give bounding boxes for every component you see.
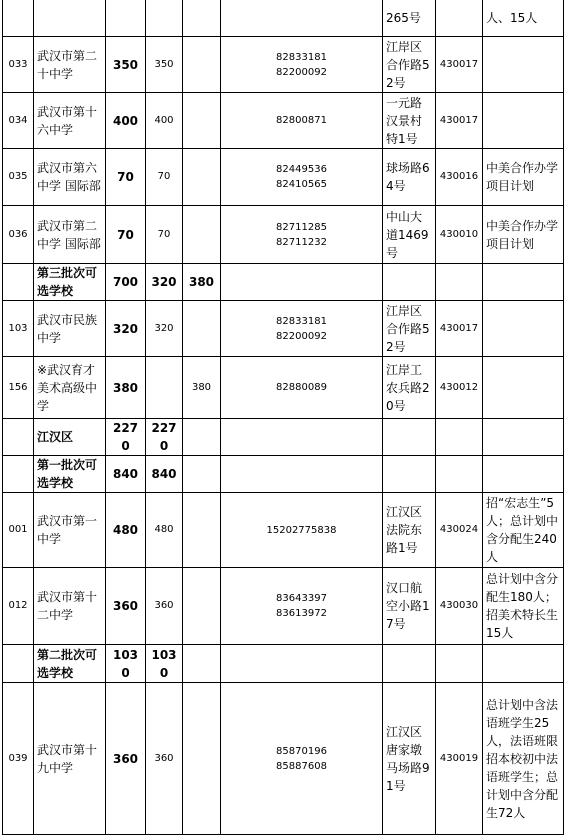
cell-plan-batch-a: 1030 [146,645,183,683]
phone-number: 82449536 [276,164,327,175]
batch-subtotal-row [3,645,564,683]
cell-school-name: 武汉市第二十中学 [34,37,106,93]
cell-plan-batch-a [146,0,183,37]
cell-plan-batch-a: 480 [146,493,183,568]
cell-code: 001 [3,493,34,568]
cell-postcode [436,645,483,683]
cell-address: 一元路汉景村特1号 [383,93,436,149]
cell-phone [221,93,383,149]
cell-address: 江汉区法院东路1号 [383,493,436,568]
cell-plan-batch-b [183,301,221,357]
cell-plan-batch-a: 2270 [146,419,183,456]
table-row [3,37,564,93]
cell-note [483,456,564,493]
cell-note: 中美合作办学项目计划 [483,206,564,264]
cell-total-plan [106,0,146,37]
cell-code: 103 [3,301,34,357]
phone-number: 85870196 [276,745,327,757]
cell-postcode [436,0,483,37]
cell-total-plan: 700 [106,264,146,301]
cell-total-plan: 360 [106,683,146,835]
cell-plan-batch-b [183,0,221,37]
cell-total-plan: 70 [106,149,146,206]
table-row [3,93,564,149]
cell-note [483,37,564,93]
cell-postcode: 430017 [436,37,483,93]
cell-phone [221,37,383,93]
cell-total-plan: 360 [106,568,146,645]
table-row [3,357,564,419]
phone-number: 82711232 [276,236,327,248]
cell-school-name: 第二批次可选学校 [34,645,106,683]
phone-number: 82200092 [276,330,327,342]
cell-total-plan: 840 [106,456,146,493]
cell-total-plan: 70 [106,206,146,264]
cell-school-name: 武汉市第十九中学 [34,683,106,835]
cell-phone [221,357,383,419]
cell-phone [221,419,383,456]
cell-plan-batch-b [183,683,221,835]
cell-note: 人、15人 [483,0,564,37]
cell-address: 江岸区合作路52号 [383,37,436,93]
cell-phone [221,149,383,206]
cell-postcode: 430030 [436,568,483,645]
cell-postcode: 430012 [436,357,483,419]
phone-number: 83613972 [276,608,327,619]
cell-school-name: 武汉市第二中学 国际部 [34,206,106,264]
cell-phone [221,568,383,645]
cell-plan-batch-b [183,456,221,493]
table-body [3,0,564,835]
batch-subtotal-row [3,264,564,301]
cell-total-plan: 350 [106,37,146,93]
table-row [3,301,564,357]
cell-school-name: 武汉市第六中学 国际部 [34,149,106,206]
cell-postcode: 430010 [436,206,483,264]
cell-phone [221,456,383,493]
cell-plan-batch-b: 380 [183,264,221,301]
table-row [3,0,564,37]
cell-note [483,645,564,683]
cell-total-plan: 480 [106,493,146,568]
cell-postcode [436,264,483,301]
cell-plan-batch-a: 350 [146,37,183,93]
cell-phone [221,206,383,264]
cell-note: 总计划中含法语班学生25人，法语班限招本校初中法语班学生；总计划中含分配生72人 [483,683,564,835]
cell-phone [221,264,383,301]
cell-address [383,419,436,456]
phone-number: 82800871 [276,115,327,126]
cell-code [3,456,34,493]
cell-phone [221,301,383,357]
table-row [3,206,564,264]
cell-school-name: 江汉区 [34,419,106,456]
cell-plan-batch-a: 360 [146,568,183,645]
cell-school-name: 武汉市第十六中学 [34,93,106,149]
phone-number: 82880089 [276,382,327,393]
table-row [3,149,564,206]
cell-code [3,419,34,456]
cell-plan-batch-a [146,357,183,419]
cell-postcode: 430017 [436,301,483,357]
cell-total-plan: 400 [106,93,146,149]
cell-note: 招“宏志生”5人；总计划中含分配生240人 [483,493,564,568]
cell-plan-batch-a: 320 [146,264,183,301]
cell-code: 034 [3,93,34,149]
cell-school-name: 武汉市民族中学 [34,301,106,357]
table-row [3,493,564,568]
phone-number: 83643397 [276,593,327,604]
cell-school-name: 第三批次可选学校 [34,264,106,301]
cell-note: 总计划中含分配生180人；招美术特长生15人 [483,568,564,645]
cell-phone [221,683,383,835]
cell-code: 033 [3,37,34,93]
phone-number: 82833181 [276,315,327,327]
cell-note: 中美合作办学项目计划 [483,149,564,206]
table-row [3,683,564,835]
cell-postcode [436,419,483,456]
cell-code: 039 [3,683,34,835]
cell-address: 中山大道1469号 [383,206,436,264]
phone-number: 85887608 [276,760,327,772]
cell-plan-batch-a: 70 [146,149,183,206]
phone-number: 82833181 [276,51,327,63]
cell-address: 江岸区合作路52号 [383,301,436,357]
cell-plan-batch-b [183,493,221,568]
cell-school-name: 第一批次可选学校 [34,456,106,493]
cell-total-plan: 2270 [106,419,146,456]
phone-number: 82200092 [276,66,327,78]
cell-plan-batch-b [183,149,221,206]
cell-school-name: ※武汉育才美术高级中学 [34,357,106,419]
cell-plan-batch-b [183,419,221,456]
cell-note [483,357,564,419]
cell-postcode [436,456,483,493]
cell-code [3,264,34,301]
phone-number: 82711285 [276,221,327,233]
cell-code: 012 [3,568,34,645]
cell-plan-batch-a: 400 [146,93,183,149]
phone-number: 82410565 [276,179,327,190]
cell-plan-batch-a: 360 [146,683,183,835]
cell-plan-batch-b [183,37,221,93]
table-row [3,568,564,645]
cell-plan-batch-a: 840 [146,456,183,493]
cell-note [483,93,564,149]
cell-school-name: 武汉市第一中学 [34,493,106,568]
cell-postcode: 430016 [436,149,483,206]
cell-address [383,645,436,683]
phone-number: 15202775838 [266,524,337,536]
cell-code [3,645,34,683]
cell-phone [221,0,383,37]
cell-address [383,456,436,493]
cell-address [383,264,436,301]
cell-address: 江汉区唐家墩马场路91号 [383,683,436,835]
cell-code: 036 [3,206,34,264]
cell-school-name: 武汉市第十二中学 [34,568,106,645]
cell-plan-batch-b [183,93,221,149]
cell-plan-batch-a: 320 [146,301,183,357]
cell-plan-batch-a: 70 [146,206,183,264]
cell-postcode: 430017 [436,93,483,149]
cell-note [483,264,564,301]
cell-code: 156 [3,357,34,419]
cell-note [483,419,564,456]
cell-postcode: 430024 [436,493,483,568]
cell-note [483,301,564,357]
cell-plan-batch-b [183,568,221,645]
cell-address: 265号 [383,0,436,37]
cell-code [3,0,34,37]
cell-code: 035 [3,149,34,206]
cell-school-name [34,0,106,37]
cell-total-plan: 320 [106,301,146,357]
cell-phone [221,493,383,568]
cell-address: 汉口航空小路17号 [383,568,436,645]
cell-total-plan: 380 [106,357,146,419]
cell-phone [221,645,383,683]
cell-plan-batch-b: 380 [183,357,221,419]
district-row [3,419,564,456]
cell-plan-batch-b [183,206,221,264]
enrollment-table [2,0,564,835]
batch-subtotal-row [3,456,564,493]
cell-address: 江岸工农兵路20号 [383,357,436,419]
cell-total-plan: 1030 [106,645,146,683]
cell-postcode: 430019 [436,683,483,835]
cell-plan-batch-b [183,645,221,683]
cell-address: 球场路64号 [383,149,436,206]
